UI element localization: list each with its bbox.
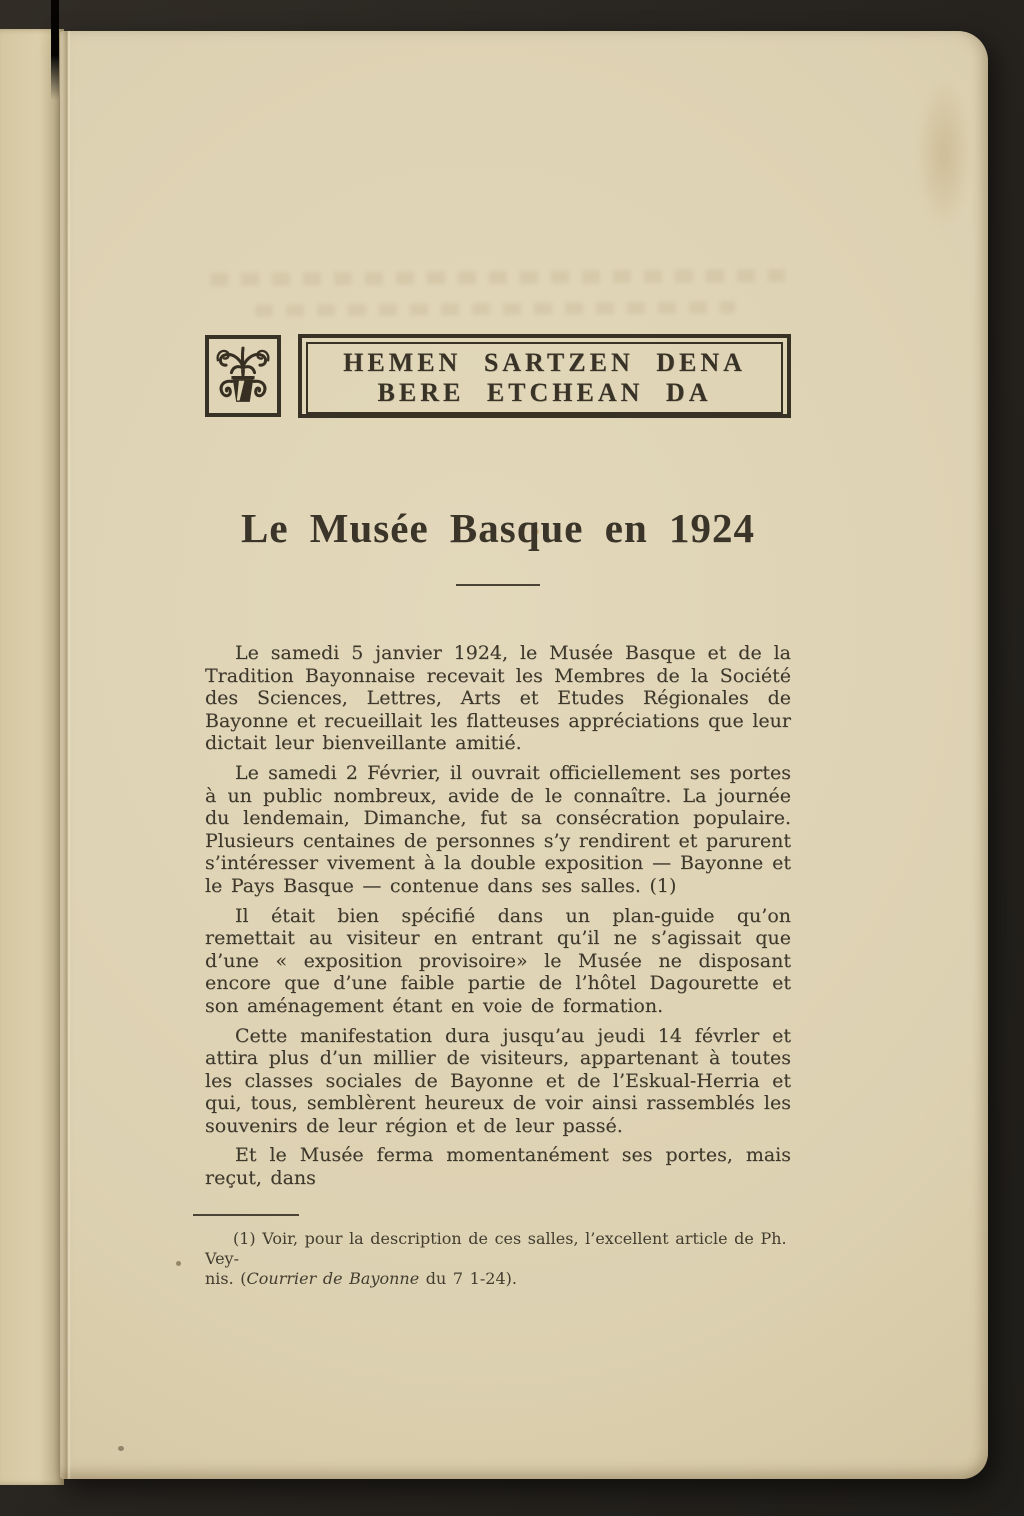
spine-shadow bbox=[51, 0, 59, 100]
page-content bbox=[205, 31, 791, 1289]
page-title: Le Musée Basque en 1924 bbox=[241, 505, 755, 551]
title-rule bbox=[456, 584, 540, 586]
paragraph-1: Le samedi 5 janvier 1924, le Musée Basque et de la Tradition Bayonnaise recevait les Membres de la Société des Sciences, Lettres, Arts et Etudes Régionales de Bayonne et recueillait les flatteuses appréciations que leur dictait leur bienveillante amitié. bbox=[205, 642, 791, 755]
paragraph-2: Le samedi 2 Février, il ouvrait officiellement ses portes à un public nombreux, avide de le connaître. La journée du lendemain, Dimanche, fut sa consécration populaire. Plusieurs centaines de personnes s’y rendirent et parurent s’intéresser vivement à la double exposition — Bayonne et le Pays Basque — contenue dans ses salles. (1) bbox=[205, 761, 791, 897]
footnote-rule bbox=[193, 1214, 299, 1216]
motto-plaque bbox=[205, 334, 791, 418]
foxing-stain bbox=[176, 1261, 181, 1266]
motto-frame bbox=[298, 334, 791, 418]
ornament-vase-icon bbox=[205, 335, 281, 417]
foxing-stain bbox=[118, 1446, 124, 1451]
underlying-page-edge bbox=[0, 29, 64, 1485]
book-page bbox=[60, 31, 988, 1479]
page-crease bbox=[62, 31, 71, 1479]
paragraph-3: Il était bien spécifié dans un plan-guide qu’on remettait au visiteur en entrant qu’il ne s’agissait que d’une « exposition provisoire» le Musée ne disposant encore que d’une faible partie de l’hôtel Dagourette et son aménagement étant en voie de formation. bbox=[205, 904, 791, 1017]
footnote-line-1: (1) Voir, pour la description de ces salles, l’excellent article de Ph. Vey- bbox=[205, 1228, 787, 1268]
motto-line-1: HEMEN SARTZEN DENA bbox=[343, 348, 746, 377]
paragraph-5: Et le Musée ferma momentanément ses portes, mais reçut, dans bbox=[205, 1144, 791, 1190]
body-text bbox=[205, 642, 791, 1190]
footnote bbox=[205, 1229, 791, 1289]
edge-smudge bbox=[916, 79, 972, 229]
footnote-line-2-suffix: du 7 1-24). bbox=[419, 1268, 517, 1288]
motto-line-2: BERE ETCHEAN DA bbox=[377, 378, 712, 407]
paragraph-4: Cette manifestation dura jusqu’au jeudi 14 févrler et attira plus d’un millier de visiteurs, appartenant à toutes les classes sociales de Bayonne et de l’Eskual-Herria et qui, tous, semblèrent heureux de voir ainsi rassemblés les souvenirs de leur région et de leur passé. bbox=[205, 1024, 791, 1137]
footnote-journal-name: Courrier de Bayonne bbox=[246, 1268, 420, 1288]
motto-inner-frame bbox=[306, 342, 783, 414]
footnote-line-2-prefix: nis. ( bbox=[205, 1268, 247, 1288]
